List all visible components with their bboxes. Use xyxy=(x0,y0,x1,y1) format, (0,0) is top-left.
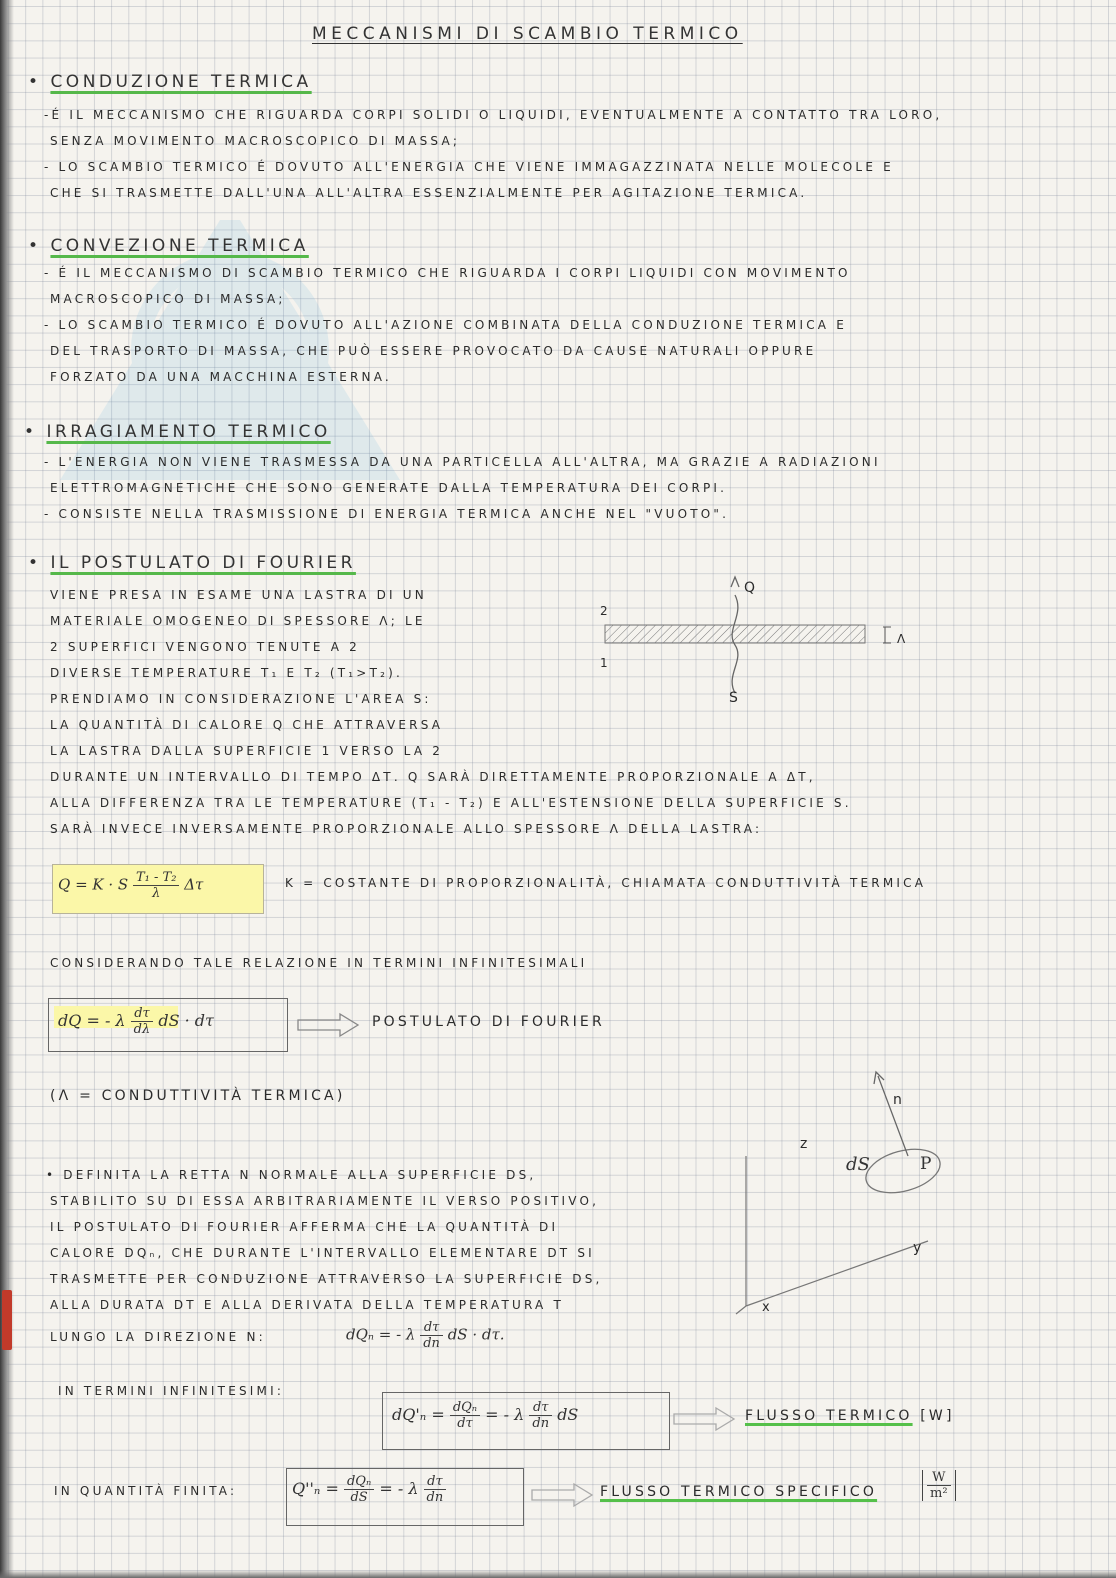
heading-fourier: • IL POSTULATO DI FOURIER xyxy=(28,553,356,573)
normal-vector-diagram xyxy=(728,1066,988,1326)
specific-arrow-icon xyxy=(530,1482,596,1508)
specific-unit-num: W xyxy=(927,1470,951,1486)
specific-unit-fraction xyxy=(927,1470,951,1501)
convezione-line-3: - LO SCAMBIO TERMICO É DOVUTO ALL'AZIONE COMBINATA DELLA CONDUZIONE TERMICA E xyxy=(44,318,847,332)
slab-diagram xyxy=(595,575,935,710)
conduzione-line-4: CHE SI TRASMETTE DALL'UNA ALL'ALTRA ESSENZIALMENTE PER AGITAZIONE TERMICA. xyxy=(50,186,808,200)
specific-lhs: Q''ₙ = xyxy=(292,1479,339,1498)
irraggiamento-line-2: ELETTROMAGNETICHE CHE SONO GENERATE DALLA TEMPERATURA DEI CORPI. xyxy=(50,481,728,495)
formula2-arrow-icon xyxy=(296,1012,362,1038)
diagram3d-n: n xyxy=(893,1092,906,1108)
definition-line-2: STABILITO SU DI ESSA ARBITRARIAMENTE IL VERSO POSITIVO, xyxy=(50,1194,600,1208)
definition-formula-num: dτ xyxy=(420,1320,443,1336)
formula2 xyxy=(58,1006,214,1037)
specific-unit-den: m² xyxy=(930,1486,948,1501)
flux-den-2: dn xyxy=(532,1416,550,1431)
fourier-full-line-2: ALLA DIFFERENZA TRA LE TEMPERATURE (T₁ - T₂) E ALL'ESTENSIONE DELLA SUPERFICIE S. xyxy=(50,796,852,810)
formula1-fraction xyxy=(133,870,179,901)
definition-line-5: TRASMETTE PER CONDUZIONE ATTRAVERSO LA SUPERFICIE DS, xyxy=(50,1272,603,1286)
definition-formula-lhs: dQₙ = - λ xyxy=(346,1325,416,1344)
definition-line-4: CALORE DQₙ, CHE DURANTE L'INTERVALLO ELEMENTARE DΤ SI xyxy=(50,1246,595,1260)
conduzione-line-3: - LO SCAMBIO TERMICO É DOVUTO ALL'ENERGIA CHE VIENE IMMAGAZZINATA NELLE MOLECOLE E xyxy=(44,160,894,174)
flux-den-1: dτ xyxy=(457,1416,473,1431)
slab-label-q: Q xyxy=(744,580,759,596)
flux-arrow-icon xyxy=(672,1406,738,1432)
flux-fraction-2 xyxy=(529,1400,552,1431)
specific-label-text: FLUSSO TERMICO SPECIFICO xyxy=(600,1484,878,1500)
specific-den-2: dn xyxy=(426,1490,444,1505)
flux-label xyxy=(745,1408,955,1424)
slab-label-thickness: Λ xyxy=(897,632,909,646)
specific-unit xyxy=(922,1470,956,1501)
conduzione-line-2: SENZA MOVIMENTO MACROSCOPICO DI MASSA; xyxy=(50,134,461,148)
definition-line-7: LUNGO LA DIREZIONE N: xyxy=(50,1330,266,1344)
diagram3d-z: z xyxy=(800,1136,811,1152)
specific-formula xyxy=(292,1474,446,1505)
definition-line-6: ALLA DURATA DΤ E ALLA DERIVATA DELLA TEMPERATURA T xyxy=(50,1298,564,1312)
fourier-full-line-1: DURANTE UN INTERVALLO DI TEMPO ΔΤ. Q SARÀ DIRETTAMENTE PROPORZIONALE A ΔΤ, xyxy=(50,770,816,784)
fourier-left-line-4: DIVERSE TEMPERATURE T₁ E T₂ (T₁>T₂). xyxy=(50,666,404,680)
flux-mid: = - λ xyxy=(485,1405,525,1424)
flux-formula xyxy=(392,1400,578,1431)
formula1-note: K = COSTANTE DI PROPORZIONALITÀ, CHIAMATA CONDUTTIVITÀ TERMICA xyxy=(285,876,927,890)
flux-fraction-1 xyxy=(450,1400,480,1431)
flux-lhs: dQ'ₙ = xyxy=(392,1405,445,1424)
slab-label-bottom: 1 xyxy=(600,656,611,670)
page-bottom-shadow xyxy=(0,1570,1116,1578)
fourier-full-line-3: SARÀ INVECE INVERSAMENTE PROPORZIONALE ALLO SPESSORE Λ DELLA LASTRA: xyxy=(50,822,763,836)
lambda-note: (Λ = CONDUTTIVITÀ TERMICA) xyxy=(50,1088,346,1104)
specific-mid: = - λ xyxy=(379,1479,419,1498)
flux-num-2: dτ xyxy=(529,1400,552,1416)
heading-convezione-text: CONVEZIONE TERMICA xyxy=(50,236,309,256)
specific-num-2: dτ xyxy=(424,1474,447,1490)
definition-formula-den: dn xyxy=(423,1336,440,1351)
definition-line-3: IL POSTULATO DI FOURIER AFFERMA CHE LA QUANTITÀ DI xyxy=(50,1220,559,1234)
heading-conduzione-text: CONDUZIONE TERMICA xyxy=(50,72,312,92)
definition-line-1: • DEFINITA LA RETTA N NORMALE ALLA SUPERFICIE DS, xyxy=(46,1168,537,1182)
diagram3d-p: P xyxy=(920,1154,932,1174)
infinitesimi-intro: IN TERMINI INFINITESIMI: xyxy=(58,1384,285,1398)
heading-convezione: • CONVEZIONE TERMICA xyxy=(28,236,309,256)
conduzione-line-1: -É IL MECCANISMO CHE RIGUARDA CORPI SOLIDI O LIQUIDI, EVENTUALMENTE A CONTATTO TRA LORO, xyxy=(44,108,943,122)
flux-num-1: dQₙ xyxy=(450,1400,480,1416)
specific-num-1: dQₙ xyxy=(344,1474,374,1490)
formula2-lhs: dQ = - λ xyxy=(58,1011,126,1030)
formula1-den: λ xyxy=(152,886,161,901)
diagram3d-y: y xyxy=(913,1240,925,1256)
slab-label-top: 2 xyxy=(600,604,611,618)
formula1-tail: Δτ xyxy=(184,875,204,894)
formula1-num: T₁ - T₂ xyxy=(133,870,179,886)
formula2-den: dλ xyxy=(133,1022,151,1037)
definition-formula xyxy=(346,1320,505,1351)
fourier-left-line-2: MATERIALE OMOGENEO DI SPESSORE Λ; LE xyxy=(50,614,426,628)
specific-label xyxy=(600,1484,877,1500)
definition-formula-fraction xyxy=(420,1320,443,1351)
finite-intro: IN QUANTITÀ FINITA: xyxy=(54,1484,238,1498)
formula2-num: dτ xyxy=(131,1006,154,1022)
formula1 xyxy=(58,870,203,901)
convezione-line-2: MACROSCOPICO DI MASSA; xyxy=(50,292,286,306)
irraggiamento-line-3: - CONSISTE NELLA TRASMISSIONE DI ENERGIA TERMICA ANCHE NEL "VUOTO". xyxy=(44,507,730,521)
convezione-line-5: FORZATO DA UNA MACCHINA ESTERNA. xyxy=(50,370,392,384)
fourier-left-line-3: 2 SUPERFICI VENGONO TENUTE A 2 xyxy=(50,640,360,654)
heading-irraggiamento-text: IRRAGIAMENTO TERMICO xyxy=(46,422,331,442)
flux-tail: dS xyxy=(557,1405,579,1424)
convezione-line-4: DEL TRASPORTO DI MASSA, CHE PUÒ ESSERE PROVOCATO DA CAUSE NATURALI OPPURE xyxy=(50,344,817,358)
fourier-left-line-7: LA LASTRA DALLA SUPERFICIE 1 VERSO LA 2 xyxy=(50,744,444,758)
slab-label-s: S xyxy=(729,690,742,706)
formula2-label: POSTULATO DI FOURIER xyxy=(372,1014,605,1030)
specific-fraction-1 xyxy=(344,1474,374,1505)
specific-fraction-2 xyxy=(424,1474,447,1505)
formula1-lhs: Q = K · S xyxy=(58,875,129,894)
diagram3d-x: x xyxy=(762,1300,773,1315)
definition-formula-tail: dS · dτ. xyxy=(447,1325,505,1344)
formula2-fraction xyxy=(131,1006,154,1037)
heading-fourier-text: IL POSTULATO DI FOURIER xyxy=(50,553,356,573)
fourier-left-line-1: VIENE PRESA IN ESAME UNA LASTRA DI UN xyxy=(50,588,427,602)
flux-label-text: FLUSSO TERMICO xyxy=(745,1408,913,1424)
convezione-line-1: - É IL MECCANISMO DI SCAMBIO TERMICO CHE RIGUARDA I CORPI LIQUIDI CON MOVIMENTO xyxy=(44,266,851,280)
diagram3d-ds: dS xyxy=(846,1154,870,1175)
fourier-left-line-6: LA QUANTITÀ DI CALORE Q CHE ATTRAVERSA xyxy=(50,718,444,732)
page-title: MECCANISMI DI SCAMBIO TERMICO xyxy=(312,24,743,44)
heading-irraggiamento: • IRRAGIAMENTO TERMICO xyxy=(24,422,331,442)
binder-tab xyxy=(2,1290,12,1350)
specific-den-1: dS xyxy=(350,1490,368,1505)
fourier-left-line-5: PRENDIAMO IN CONSIDERAZIONE L'AREA S: xyxy=(50,692,432,706)
heading-conduzione: • CONDUZIONE TERMICA xyxy=(28,72,312,92)
irraggiamento-line-1: - L'ENERGIA NON VIENE TRASMESSA DA UNA PARTICELLA ALL'ALTRA, MA GRAZIE A RADIAZIONI xyxy=(44,455,881,469)
formula2-tail: dS · dτ xyxy=(158,1011,214,1030)
flux-unit: [W] xyxy=(920,1408,955,1424)
infinitesimal-intro: CONSIDERANDO TALE RELAZIONE IN TERMINI INFINITESIMALI xyxy=(50,956,588,970)
